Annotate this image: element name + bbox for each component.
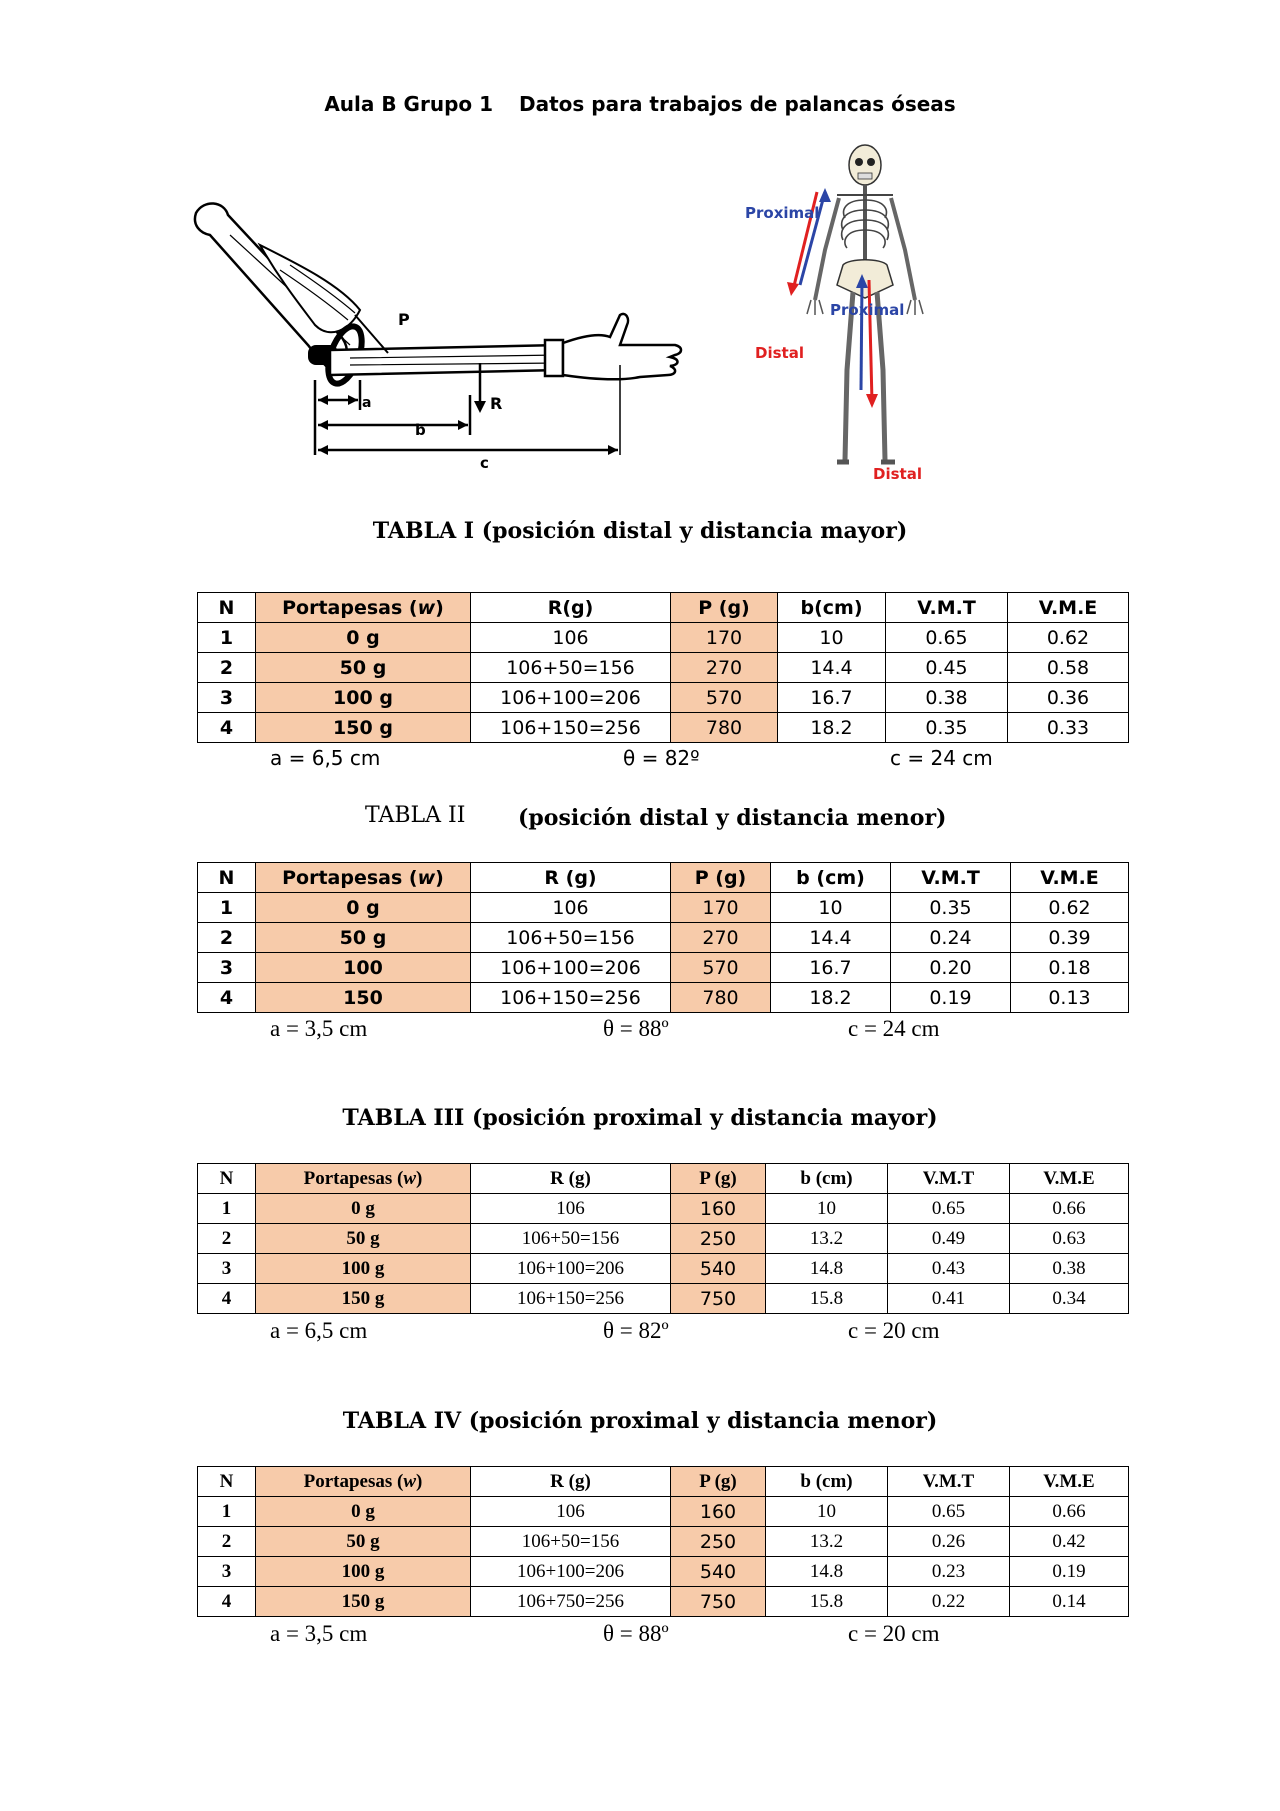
table-row <box>198 653 1129 683</box>
table-row <box>198 1194 1129 1224</box>
header-portapesas: Portapesas (w) <box>256 863 471 893</box>
cell-r: 106+100=206 <box>471 1557 671 1587</box>
cell-b: 14.4 <box>778 653 886 683</box>
header-vmt: V.M.T <box>888 1467 1010 1497</box>
label-distal-bottom: Distal <box>873 465 922 483</box>
header-vme: V.M.E <box>1010 1467 1129 1497</box>
cell-vmt: 0.24 <box>891 923 1011 953</box>
table3-caption: TABLA III (posición proximal y distancia mayor) <box>342 1105 938 1131</box>
table-row <box>198 1254 1129 1284</box>
cell-p: 250 <box>671 1527 766 1557</box>
cell-r: 106+50=156 <box>471 1224 671 1254</box>
cell-p: 250 <box>671 1224 766 1254</box>
cell-n: 2 <box>198 653 256 683</box>
cell-vme: 0.63 <box>1010 1224 1129 1254</box>
header-portapesas: Portapesas (w) <box>256 1467 471 1497</box>
cell-r: 106+100=206 <box>471 953 671 983</box>
header-r: R (g) <box>471 863 671 893</box>
cell-vme: 0.42 <box>1010 1527 1129 1557</box>
cell-w: 0 g <box>256 1194 471 1224</box>
cell-vme: 0.34 <box>1010 1284 1129 1314</box>
cell-w: 100 <box>256 953 471 983</box>
label-c: c <box>480 454 489 472</box>
cell-w: 100 g <box>256 683 471 713</box>
cell-w: 150 g <box>256 1587 471 1617</box>
cell-vmt: 0.26 <box>888 1527 1010 1557</box>
cell-vme: 0.13 <box>1011 983 1129 1013</box>
cell-n: 2 <box>198 1224 256 1254</box>
table-row <box>198 1557 1129 1587</box>
cell-vme: 0.18 <box>1011 953 1129 983</box>
cell-n: 1 <box>198 623 256 653</box>
pelvis <box>837 260 893 298</box>
table1-footer-a: a = 6,5 cm <box>270 746 381 770</box>
table2-caption-label: TABLA II <box>365 803 466 828</box>
title-subject: Datos para trabajos de palancas óseas <box>519 92 956 116</box>
header-r: R (g) <box>471 1467 671 1497</box>
cell-vme: 0.62 <box>1008 623 1129 653</box>
table2-header <box>198 863 1129 893</box>
table-row <box>198 623 1129 653</box>
cell-b: 10 <box>778 623 886 653</box>
cell-n: 2 <box>198 1527 256 1557</box>
cell-r: 106+100=206 <box>471 683 671 713</box>
cell-vme: 0.36 <box>1008 683 1129 713</box>
cell-b: 18.2 <box>778 713 886 743</box>
cell-r: 106+50=156 <box>471 653 671 683</box>
cell-p: 270 <box>671 653 778 683</box>
table2-caption-text: (posición distal y distancia menor) <box>518 805 947 831</box>
cell-vmt: 0.35 <box>891 893 1011 923</box>
header-vmt: V.M.T <box>888 1164 1010 1194</box>
table-row <box>198 1497 1129 1527</box>
table4-header <box>198 1467 1129 1497</box>
skeleton-diagram <box>745 140 965 490</box>
header-n: N <box>198 1164 256 1194</box>
table2-footer-c: c = 24 cm <box>848 1016 940 1041</box>
cell-w: 100 g <box>256 1254 471 1284</box>
cell-n: 4 <box>198 713 256 743</box>
cell-vmt: 0.19 <box>891 983 1011 1013</box>
cell-n: 4 <box>198 1284 256 1314</box>
cell-n: 3 <box>198 1254 256 1284</box>
table-row <box>198 893 1129 923</box>
header-p: P (g) <box>671 863 771 893</box>
table-row <box>198 953 1129 983</box>
header-b: b (cm) <box>766 1164 888 1194</box>
table3-footer-a: a = 6,5 cm <box>270 1318 368 1343</box>
label-a: a <box>362 395 372 411</box>
header-portapesas: Portapesas (w) <box>256 1164 471 1194</box>
cell-w: 150 g <box>256 713 471 743</box>
cell-vme: 0.14 <box>1010 1587 1129 1617</box>
cell-p: 540 <box>671 1254 766 1284</box>
cell-w: 50 g <box>256 1527 471 1557</box>
cell-vmt: 0.41 <box>888 1284 1010 1314</box>
table3-footer-theta: θ = 82º <box>603 1318 669 1343</box>
cell-r: 106+50=156 <box>471 923 671 953</box>
cell-p: 750 <box>671 1284 766 1314</box>
table-row <box>198 1224 1129 1254</box>
table-row <box>198 1284 1129 1314</box>
cell-w: 0 g <box>256 623 471 653</box>
label-p: P <box>398 310 410 329</box>
table3 <box>197 1163 1129 1314</box>
cell-b: 14.8 <box>766 1557 888 1587</box>
cell-vmt: 0.43 <box>888 1254 1010 1284</box>
cell-w: 50 g <box>256 923 471 953</box>
table3-header <box>198 1164 1129 1194</box>
cell-b: 16.7 <box>771 953 891 983</box>
cell-r: 106 <box>471 1497 671 1527</box>
cell-p: 270 <box>671 923 771 953</box>
cell-n: 2 <box>198 923 256 953</box>
page-title <box>0 92 1280 116</box>
cell-w: 100 g <box>256 1557 471 1587</box>
header-portapesas: Portapesas (w) <box>256 593 471 623</box>
table4-footer-a: a = 3,5 cm <box>270 1621 368 1646</box>
cell-vmt: 0.65 <box>888 1497 1010 1527</box>
cell-r: 106+150=256 <box>471 983 671 1013</box>
table1-caption: TABLA I (posición distal y distancia mayor) <box>372 518 908 544</box>
cell-w: 50 g <box>256 1224 471 1254</box>
header-vme: V.M.E <box>1011 863 1129 893</box>
table1-footer-c: c = 24 cm <box>890 746 993 770</box>
forearm-bones <box>330 345 560 375</box>
header-n: N <box>198 593 256 623</box>
cell-vme: 0.58 <box>1008 653 1129 683</box>
table4-footer-theta: θ = 88º <box>603 1621 669 1646</box>
header-n: N <box>198 1467 256 1497</box>
header-vme: V.M.E <box>1010 1164 1129 1194</box>
cell-vme: 0.66 <box>1010 1194 1129 1224</box>
cell-r: 106 <box>471 623 671 653</box>
cell-b: 18.2 <box>771 983 891 1013</box>
cell-p: 170 <box>671 623 778 653</box>
cell-w: 150 <box>256 983 471 1013</box>
cell-n: 1 <box>198 1497 256 1527</box>
cell-b: 14.8 <box>766 1254 888 1284</box>
cell-n: 1 <box>198 1194 256 1224</box>
table4-caption: TABLA IV (posición proximal y distancia menor) <box>342 1408 938 1434</box>
cell-w: 50 g <box>256 653 471 683</box>
table-row <box>198 983 1129 1013</box>
cell-p: 750 <box>671 1587 766 1617</box>
cell-p: 780 <box>671 983 771 1013</box>
cell-p: 160 <box>671 1497 766 1527</box>
cell-vmt: 0.20 <box>891 953 1011 983</box>
cell-n: 3 <box>198 1557 256 1587</box>
cell-vme: 0.33 <box>1008 713 1129 743</box>
cell-vmt: 0.49 <box>888 1224 1010 1254</box>
cell-b: 13.2 <box>766 1224 888 1254</box>
cell-vmt: 0.35 <box>886 713 1008 743</box>
header-b: b (cm) <box>771 863 891 893</box>
table-row <box>198 1527 1129 1557</box>
header-b: b(cm) <box>778 593 886 623</box>
cell-w: 0 g <box>256 1497 471 1527</box>
header-vme: V.M.E <box>1008 593 1129 623</box>
cell-n: 4 <box>198 1587 256 1617</box>
cell-b: 16.7 <box>778 683 886 713</box>
cell-vmt: 0.65 <box>886 623 1008 653</box>
cell-b: 14.4 <box>771 923 891 953</box>
cell-n: 3 <box>198 953 256 983</box>
cell-vme: 0.38 <box>1010 1254 1129 1284</box>
cell-p: 170 <box>671 893 771 923</box>
cell-p: 570 <box>671 953 771 983</box>
header-p: P (g) <box>671 1467 766 1497</box>
hand-outline <box>563 314 681 379</box>
arm-lever-diagram <box>190 195 690 485</box>
label-proximal-mid: Proximal <box>830 301 905 319</box>
cell-r: 106+150=256 <box>471 713 671 743</box>
table1 <box>197 592 1129 743</box>
cell-r: 106+750=256 <box>471 1587 671 1617</box>
cell-r: 106+150=256 <box>471 1284 671 1314</box>
cell-vmt: 0.38 <box>886 683 1008 713</box>
header-b: b (cm) <box>766 1467 888 1497</box>
cell-vme: 0.62 <box>1011 893 1129 923</box>
table-row <box>198 683 1129 713</box>
cell-r: 106 <box>471 893 671 923</box>
cell-w: 0 g <box>256 893 471 923</box>
cell-b: 13.2 <box>766 1527 888 1557</box>
table-row <box>198 713 1129 743</box>
label-r: R <box>490 394 503 413</box>
table2 <box>197 862 1129 1013</box>
cell-p: 160 <box>671 1194 766 1224</box>
table-row <box>198 923 1129 953</box>
label-distal-left: Distal <box>755 344 804 362</box>
cell-b: 10 <box>766 1194 888 1224</box>
header-p: P (g) <box>671 593 778 623</box>
cell-b: 15.8 <box>766 1587 888 1617</box>
header-r: R (g) <box>471 1164 671 1194</box>
table4 <box>197 1466 1129 1617</box>
cell-b: 10 <box>771 893 891 923</box>
header-vmt: V.M.T <box>886 593 1008 623</box>
cell-vmt: 0.23 <box>888 1557 1010 1587</box>
table1-footer-theta: θ = 82º <box>623 746 700 770</box>
header-n: N <box>198 863 256 893</box>
cell-vmt: 0.45 <box>886 653 1008 683</box>
cell-n: 1 <box>198 893 256 923</box>
cell-vmt: 0.65 <box>888 1194 1010 1224</box>
cell-r: 106+100=206 <box>471 1254 671 1284</box>
cell-vme: 0.19 <box>1010 1557 1129 1587</box>
table-row <box>198 1587 1129 1617</box>
label-b: b <box>415 421 426 439</box>
cell-vme: 0.66 <box>1010 1497 1129 1527</box>
cell-n: 4 <box>198 983 256 1013</box>
cell-vme: 0.39 <box>1011 923 1129 953</box>
cell-p: 540 <box>671 1557 766 1587</box>
cell-p: 780 <box>671 713 778 743</box>
table3-footer-c: c = 20 cm <box>848 1318 940 1343</box>
header-p: P (g) <box>671 1164 766 1194</box>
cell-r: 106+50=156 <box>471 1527 671 1557</box>
table2-footer-theta: θ = 88º <box>603 1016 669 1041</box>
title-group: Aula B Grupo 1 <box>324 92 494 116</box>
cell-b: 10 <box>766 1497 888 1527</box>
cell-n: 3 <box>198 683 256 713</box>
cell-w: 150 g <box>256 1284 471 1314</box>
header-r: R(g) <box>471 593 671 623</box>
table2-footer-a: a = 3,5 cm <box>270 1016 368 1041</box>
label-proximal-top: Proximal <box>745 204 820 222</box>
table1-header <box>198 593 1129 623</box>
cell-vmt: 0.22 <box>888 1587 1010 1617</box>
cell-p: 570 <box>671 683 778 713</box>
header-vmt: V.M.T <box>891 863 1011 893</box>
cell-r: 106 <box>471 1194 671 1224</box>
table4-footer-c: c = 20 cm <box>848 1621 940 1646</box>
cell-b: 15.8 <box>766 1284 888 1314</box>
